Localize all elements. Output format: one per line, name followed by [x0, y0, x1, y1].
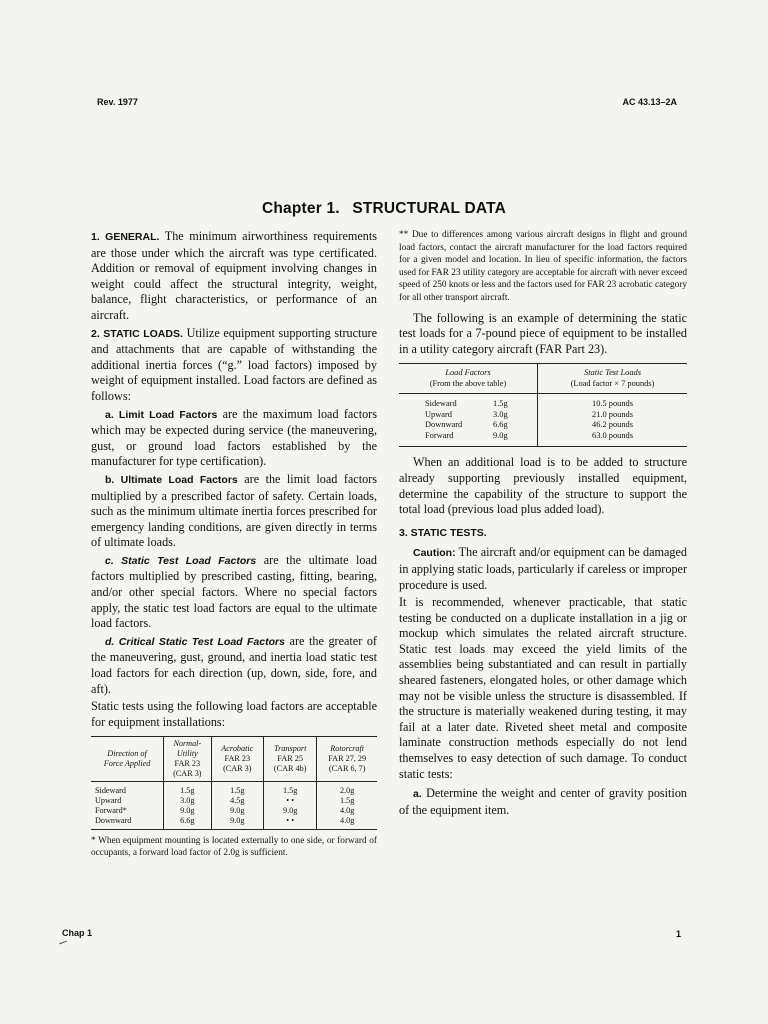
table-cell: 1.5g — [164, 782, 211, 797]
chapter-number: Chapter 1. — [261, 200, 340, 217]
table-row — [399, 394, 687, 410]
table-cell: 9.0g — [164, 806, 211, 816]
recommendation-paragraph: It is recommended, whenever practicable, that static testing be conducted on a duplicate installation in a jig or mockup which simulates the related aircraft structure. Static test loads may exceed the yield limits of the assemblies being substantiated and can result in partially sheared fasteners, elongated holes, or other damage which may not be visible unless the structure is disassembled. If the structure is materially weakened during testing, it may fail at a later date. Riveted sheet metal and composite laminate construction methods especially do not lend themselves to easy detection of such damage. To conduct static tests: — [399, 595, 687, 781]
footer-page-number: 1 — [676, 929, 682, 939]
critical-load-paragraph — [91, 634, 377, 697]
table-row — [399, 410, 687, 421]
static-test-load-text: are the ultimate load factors multiplied by prescribed casting, fitting, bearing, and/or other special factors. Where no special factors apply, the static test load factors are equal to the ultimate load factors. — [91, 552, 378, 631]
header-rotorcraft: Rotorcraft FAR 27, 29 (CAR 6, 7) — [317, 737, 377, 782]
table-cell: Upward — [425, 409, 452, 419]
caution-label: Caution: — [413, 547, 456, 560]
table-cell: Upward — [95, 796, 122, 806]
load-factor-table — [91, 736, 377, 830]
table-row — [91, 816, 377, 830]
table-row — [91, 806, 377, 816]
left-column — [91, 229, 377, 861]
static-tests-intro: Static tests using the following load factors are acceptable for equipment installations: — [91, 699, 377, 729]
table-cell: 4.5g — [211, 796, 264, 806]
general-text: The minimum airworthiness requirements are those under which the aircraft was type certificated. Addition or removal of equipment involving changes in weight could affect the structural integrity, weight, balance, flight characteristics, or performance of an aircraft. — [91, 229, 377, 322]
table-cell: • • — [264, 796, 317, 806]
header-acrobatic: Acrobatic FAR 23 (CAR 3) — [211, 737, 264, 782]
table-cell: 9.0g — [211, 816, 264, 830]
caution-text: The aircraft and/or equipment can be damaged in applying static loads, particularly if careless or improper procedure is used. — [399, 545, 688, 592]
table-cell: 6.6g — [164, 816, 211, 830]
table-cell: Forward — [399, 431, 489, 447]
table-cell: Sideward — [425, 399, 457, 409]
header-document-number: AC 43.13–2A — [622, 97, 677, 107]
static-test-load-paragraph — [91, 553, 377, 632]
table-cell: Forward* — [95, 806, 127, 816]
general-heading: 1. GENERAL. — [91, 231, 160, 243]
table-cell: 1.5g — [264, 782, 317, 797]
header-static-test-loads: Static Test Loads (Load factor × 7 pounds) — [538, 364, 688, 394]
header-revision: Rev. 1977 — [97, 97, 138, 107]
ultimate-load-text: are the limit load factors multiplied by a prescribed factor of safety. Certain loads, such as the minimum ultimate inertia forces prescribed for emergency landing conditions, are given directly in terms of ultimate loads. — [91, 471, 378, 550]
table-row — [91, 782, 377, 797]
table-cell: 10.5 pounds — [538, 394, 688, 410]
table-cell: Downward — [425, 420, 463, 430]
header-load-factors: Load Factors (From the above table) — [399, 364, 538, 394]
limit-load-paragraph — [91, 407, 377, 470]
static-test-load-table — [399, 363, 687, 447]
example-intro: The following is an example of determining the static test loads for a 7-pound piece of equipment to be installed in a utility category aircraft (FAR Part 23). — [399, 310, 687, 356]
step-a-text: Determine the weight and center of gravity position of the equipment item. — [399, 786, 688, 817]
general-paragraph — [91, 229, 377, 324]
static-tests-heading: 3. STATIC TESTS. — [399, 526, 487, 539]
table-cell: 6.6g — [493, 420, 508, 430]
table-row — [399, 420, 687, 431]
static-test-load-table-header — [399, 364, 687, 394]
table-cell: 3.0g — [164, 796, 211, 806]
limit-load-heading: a. Limit Load Factors — [105, 408, 218, 421]
static-loads-heading: 2. STATIC LOADS. — [91, 327, 183, 340]
table-cell: 2.0g — [317, 782, 377, 797]
table-cell: 9.0g — [211, 806, 264, 816]
right-column — [399, 229, 687, 820]
chapter-title — [0, 200, 768, 218]
table-row — [91, 796, 377, 806]
table-footnote: * When equipment mounting is located externally to one side, or forward of occupants, a forward load factor of 2.0g is sufficient. — [91, 836, 377, 858]
footer-chapter: Chap 1 — [62, 928, 93, 938]
ultimate-load-heading: b. Ultimate Load Factors — [105, 473, 238, 486]
table-cell: 1.5g — [211, 782, 264, 797]
table-cell: 21.0 pounds — [538, 410, 688, 421]
critical-load-heading: d. Critical Static Test Load Factors — [105, 635, 285, 648]
header-direction: Direction of Force Applied — [91, 737, 164, 782]
table-cell: Sideward — [95, 786, 126, 796]
limit-load-text: are the maximum load factors which may be expected during service (the maneuvering, gust, or ground load factors established by the manufacturer for type certification). — [91, 406, 377, 469]
ultimate-load-paragraph — [91, 472, 377, 551]
step-a-label: a. — [413, 788, 422, 801]
table-cell: 1.5g — [317, 796, 377, 806]
caution-paragraph — [399, 545, 687, 593]
header-transport: Transport FAR 25 (CAR 4b) — [264, 737, 317, 782]
table-cell: • • — [264, 816, 317, 830]
table-cell: 1.5g — [493, 399, 508, 409]
table-cell: 63.0 pounds — [538, 431, 688, 447]
margin-mark — [59, 941, 67, 945]
table-row — [399, 431, 687, 447]
chapter-name: STRUCTURAL DATA — [352, 200, 506, 217]
table-cell: Downward — [91, 816, 164, 830]
table-cell: 3.0g — [493, 409, 508, 419]
static-test-load-heading: c. Static Test Load Factors — [105, 554, 257, 567]
critical-load-text: are the greater of the maneuvering, gust, ground, and inertia load static test load factors for each direction (up, down, side, fore, and aft). — [91, 633, 377, 696]
table-cell: 4.0g — [317, 806, 377, 816]
table-cell: 9.0g — [489, 431, 538, 447]
table-cell: 4.0g — [317, 816, 377, 830]
header-normal-utility: Normal- Utility FAR 23 (CAR 3) — [164, 737, 211, 782]
step-a-paragraph — [399, 786, 687, 818]
static-loads-text: Utilize equipment supporting structure and attachments that are capable of withstanding the additional inertia forces (“g.” load factors) imposed by weight of equipment installed. Load factors are defined as follows: — [91, 325, 378, 403]
static-loads-paragraph — [91, 326, 377, 405]
additional-load-paragraph: When an additional load is to be added to structure already supporting previously installed equipment, determine the capability of the structure to support the total load (previous load plus added load). — [399, 455, 687, 517]
table-cell: 9.0g — [264, 806, 317, 816]
table-cell: 46.2 pounds — [538, 420, 688, 431]
load-factor-table-header — [91, 737, 377, 782]
load-factor-note: ** Due to differences among various aircraft designs in flight and ground load factors, contact the aircraft manufacturer for the load factors required for a given model and location. In lieu of specific information, the factors used for FAR 23 utility category are acceptable for aircraft with never exceed speed of 250 knots or less and the factors used for FAR 23 acrobatic category for all other transport aircraft. — [399, 230, 687, 303]
